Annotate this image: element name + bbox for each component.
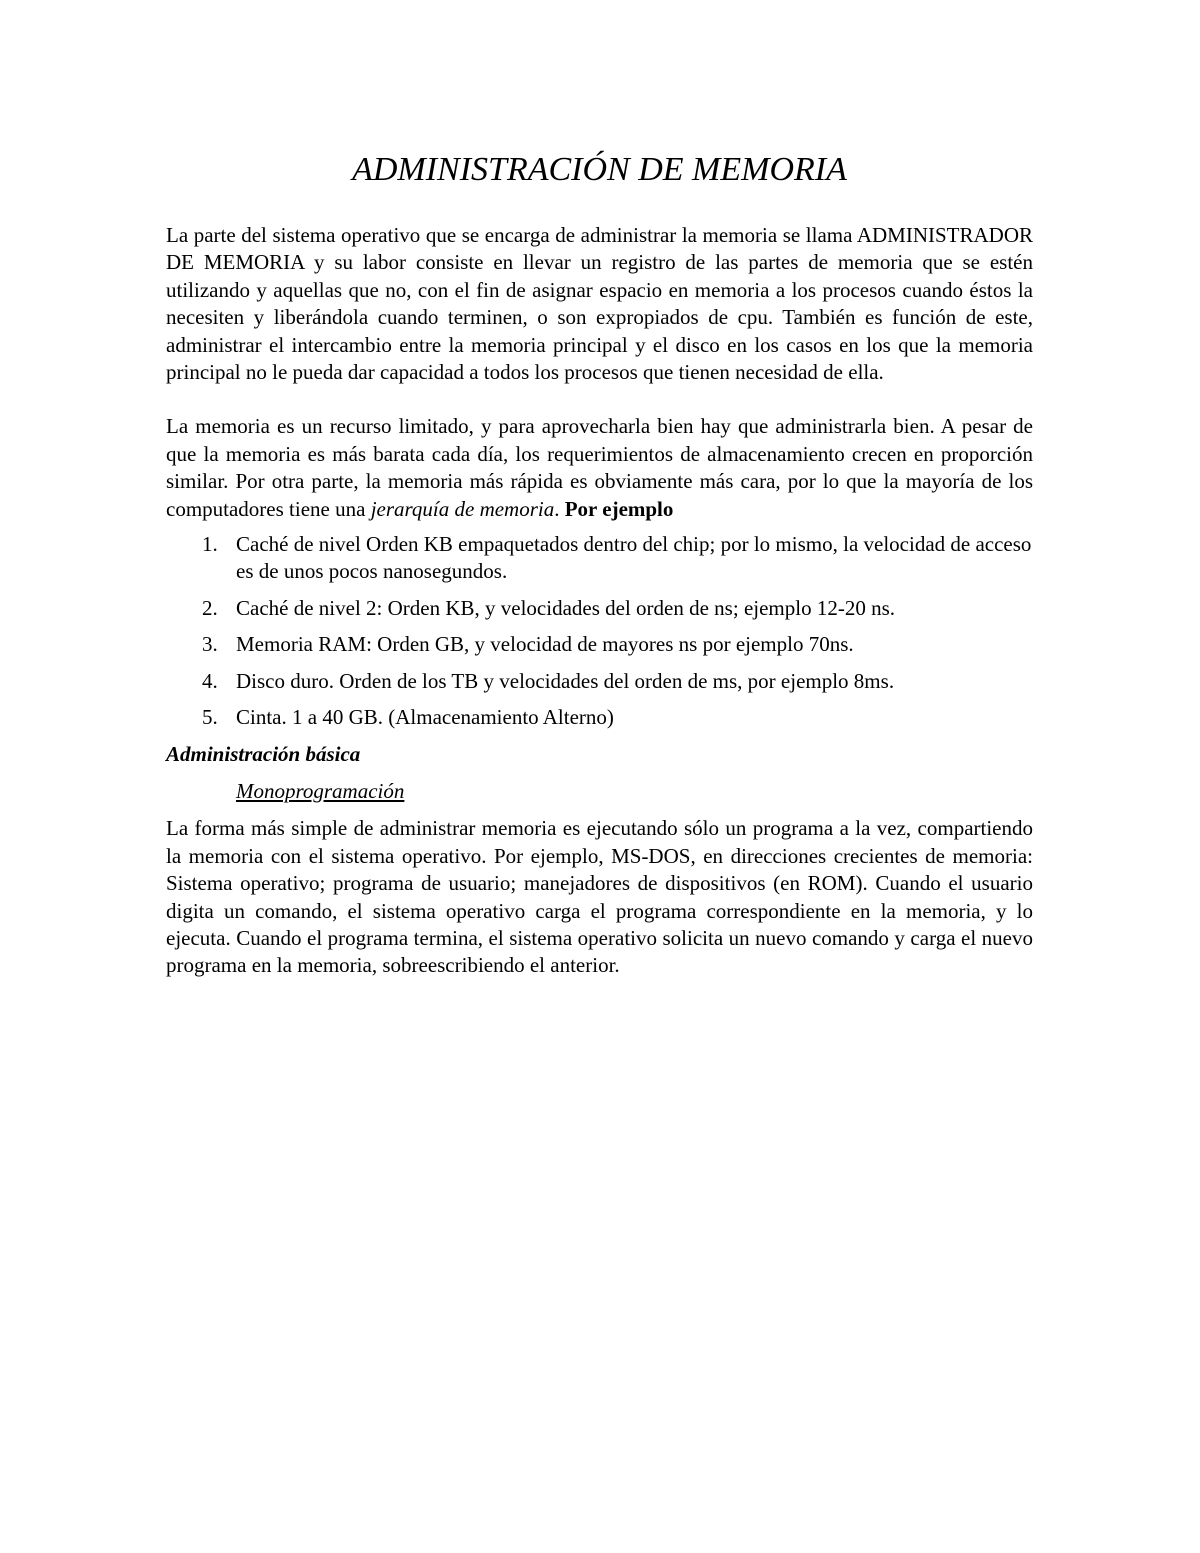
section-heading: Administración básica — [166, 741, 361, 766]
paragraph-intro: La parte del sistema operativo que se encarga de administrar la memoria se llama ADMINISTRADOR DE MEMORIA y su labor consiste en llevar un registro de las partes de memoria que se estén utilizando y aquellas que no, con el fin de asignar espacio en memoria a los procesos cuando éstos la necesiten y liberándola cuando terminen, o son expropiados de cpu. También es función de este, administrar el intercambio entre la memoria principal y el disco en los casos en los que la memoria principal no le pueda dar capacidad a todos los procesos que tienen necesidad de ella. — [166, 223, 1033, 385]
list-item-number: 3. — [202, 632, 218, 657]
memory-levels-list — [166, 531, 1033, 731]
subsection-heading: Monoprogramación — [236, 778, 405, 803]
list-item-number: 5. — [202, 705, 218, 730]
list-item-text: Caché de nivel Orden KB empaquetados dentro del chip; por lo mismo, la velocidad de acceso es de unos pocos nanosegundos. — [236, 532, 1032, 584]
term-memory-hierarchy: jerarquía de memoria — [370, 496, 555, 521]
list-item — [166, 531, 1033, 586]
list-item-number: 1. — [202, 532, 218, 557]
paragraph-memory-hierarchy — [166, 413, 1033, 523]
list-item-number: 4. — [202, 668, 218, 693]
document-body — [166, 148, 1033, 980]
list-item-text: Cinta. 1 a 40 GB. (Almacenamiento Alterno) — [236, 705, 614, 730]
paragraph-memory-hierarchy-text: La memoria es un recurso limitado, y para aprovecharla bien hay que administrarla bien. A pesar de que la memoria es más barata cada día, los requerimientos de almacenamiento crecen en proporción similar. Por otra parte, la memoria más rápida es obviamente más cara, por lo que la mayoría de los computadores tiene una — [166, 414, 1033, 521]
list-item — [166, 595, 1033, 622]
paragraph-monoprogramming: La forma más simple de administrar memoria es ejecutando sólo un programa a la vez, compartiendo la memoria con el sistema operativo. Por ejemplo, MS-DOS, en direcciones crecientes de memoria: Sistema operativo; programa de usuario; manejadores de dispositivos (en ROM). Cuando el usuario digita un comando, el sistema operativo carga el programa correspondiente en la memoria, y lo ejecuta. Cuando el programa termina, el sistema operativo solicita un nuevo comando y carga el nuevo programa en la memoria, sobreescribiendo el anterior. — [166, 816, 1033, 978]
paragraph-memory-hierarchy-period: . — [554, 496, 565, 521]
example-lead: Por ejemplo — [564, 496, 674, 521]
list-item — [166, 668, 1033, 695]
list-item-text: Disco duro. Orden de los TB y velocidades del orden de ms, por ejemplo 8ms. — [236, 668, 895, 693]
list-item-text: Memoria RAM: Orden GB, y velocidad de mayores ns por ejemplo 70ns. — [236, 632, 854, 657]
document-title: ADMINISTRACIÓN DE MEMORIA — [352, 151, 847, 188]
list-item-number: 2. — [202, 595, 218, 620]
list-item-text: Caché de nivel 2: Orden KB, y velocidades del orden de ns; ejemplo 12-20 ns. — [236, 595, 895, 620]
list-item — [166, 704, 1033, 731]
list-item — [166, 631, 1033, 658]
